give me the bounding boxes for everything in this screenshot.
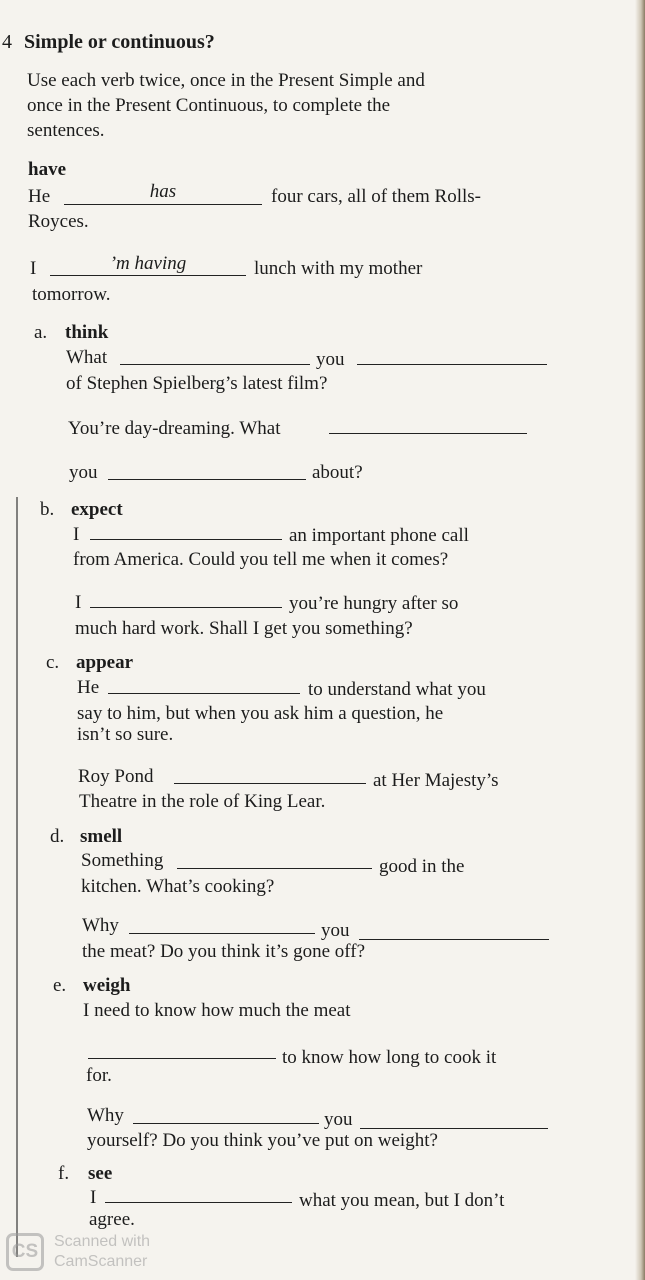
watermark-line: CamScanner bbox=[54, 1253, 148, 1270]
item-letter: c. bbox=[46, 652, 60, 673]
answer-blank[interactable] bbox=[133, 1123, 319, 1124]
sentence-text: You’re day-dreaming. What bbox=[68, 418, 281, 439]
sentence-text: say to him, but when you ask him a question, he bbox=[77, 703, 444, 724]
exercise-number: 4 bbox=[2, 31, 12, 53]
sentence-text: tomorrow. bbox=[32, 284, 111, 305]
sentence-text: I bbox=[73, 524, 80, 545]
exercise-title: Simple or continuous? bbox=[24, 31, 215, 53]
answer-blank[interactable] bbox=[120, 364, 310, 365]
sentence-text: agree. bbox=[89, 1209, 135, 1230]
item-verb: smell bbox=[80, 826, 123, 847]
sentence-text: good in the bbox=[379, 856, 465, 877]
answer-blank[interactable] bbox=[108, 479, 306, 480]
answer-blank[interactable] bbox=[359, 939, 549, 940]
sentence-text: about? bbox=[312, 462, 363, 483]
sentence-text: for. bbox=[86, 1065, 112, 1086]
item-verb: see bbox=[88, 1163, 113, 1184]
sentence-text: of Stephen Spielberg’s latest film? bbox=[66, 373, 328, 394]
sentence-text: Why bbox=[82, 915, 119, 936]
sentence-text: what you mean, but I don’t bbox=[299, 1190, 505, 1211]
item-letter: b. bbox=[40, 499, 55, 520]
answer-blank[interactable] bbox=[329, 433, 527, 434]
answer-blank[interactable] bbox=[64, 204, 262, 205]
sentence-text: you bbox=[69, 462, 98, 483]
example-answer: ’m having bbox=[109, 253, 187, 274]
answer-blank[interactable] bbox=[357, 364, 547, 365]
sentence-text: Royces. bbox=[28, 211, 89, 232]
item-letter: a. bbox=[34, 322, 48, 343]
sentence-text: I bbox=[30, 258, 37, 279]
sentence-text: the meat? Do you think it’s gone off? bbox=[82, 941, 366, 962]
answer-blank[interactable] bbox=[88, 1058, 276, 1059]
item-letter: f. bbox=[58, 1163, 70, 1184]
sentence-text: an important phone call bbox=[289, 525, 469, 546]
instruction-line: sentences. bbox=[27, 120, 105, 141]
sentence-text: you bbox=[324, 1109, 353, 1130]
item-letter: e. bbox=[53, 975, 67, 996]
sentence-text: What bbox=[66, 347, 108, 368]
sentence-text: you bbox=[321, 920, 350, 941]
margin-line bbox=[16, 497, 18, 1257]
sentence-text: much hard work. Shall I get you something? bbox=[75, 618, 413, 639]
sentence-text: Roy Pond bbox=[78, 766, 154, 787]
instruction-line: Use each verb twice, once in the Present Simple and bbox=[27, 70, 425, 91]
sentence-text: He bbox=[77, 677, 100, 698]
sentence-text: you bbox=[316, 349, 345, 370]
sentence-text: you’re hungry after so bbox=[289, 593, 459, 614]
camscanner-watermark bbox=[6, 1232, 150, 1272]
answer-blank[interactable] bbox=[174, 783, 366, 784]
answer-blank[interactable] bbox=[177, 868, 372, 869]
answer-blank[interactable] bbox=[105, 1202, 292, 1203]
sentence-text: yourself? Do you think you’ve put on weight? bbox=[87, 1130, 438, 1151]
answer-blank[interactable] bbox=[108, 693, 300, 694]
sentence-text: lunch with my mother bbox=[254, 258, 423, 279]
camscanner-logo-icon: CS bbox=[6, 1233, 44, 1271]
sentence-text: to know how long to cook it bbox=[282, 1047, 497, 1068]
sentence-text: from America. Could you tell me when it comes? bbox=[73, 549, 449, 570]
sentence-text: Something bbox=[81, 850, 164, 871]
sentence-text: Why bbox=[87, 1105, 124, 1126]
sentence-text: He bbox=[28, 186, 51, 207]
answer-blank[interactable] bbox=[90, 539, 282, 540]
item-verb: appear bbox=[76, 652, 133, 673]
sentence-text: Theatre in the role of King Lear. bbox=[79, 791, 326, 812]
sentence-text: isn’t so sure. bbox=[77, 724, 174, 745]
item-verb: think bbox=[65, 322, 109, 343]
watermark-line: Scanned with bbox=[54, 1233, 151, 1250]
sentence-text: at Her Majesty’s bbox=[373, 770, 499, 791]
sentence-text: I bbox=[90, 1187, 97, 1208]
sentence-text: to understand what you bbox=[308, 679, 486, 700]
instruction-line: once in the Present Continuous, to complete the bbox=[27, 95, 391, 116]
answer-blank[interactable] bbox=[50, 275, 246, 276]
sentence-text: kitchen. What’s cooking? bbox=[81, 876, 275, 897]
item-letter: d. bbox=[50, 826, 65, 847]
page-edge bbox=[635, 0, 645, 1280]
example-verb: have bbox=[28, 159, 66, 180]
item-verb: expect bbox=[71, 499, 123, 520]
item-verb: weigh bbox=[83, 975, 131, 996]
sentence-text: four cars, all of them Rolls- bbox=[271, 186, 482, 207]
answer-blank[interactable] bbox=[90, 607, 282, 608]
example-answer: has bbox=[149, 181, 177, 202]
sentence-text: I need to know how much the meat bbox=[83, 1000, 351, 1021]
answer-blank[interactable] bbox=[129, 933, 315, 934]
sentence-text: I bbox=[75, 592, 82, 613]
